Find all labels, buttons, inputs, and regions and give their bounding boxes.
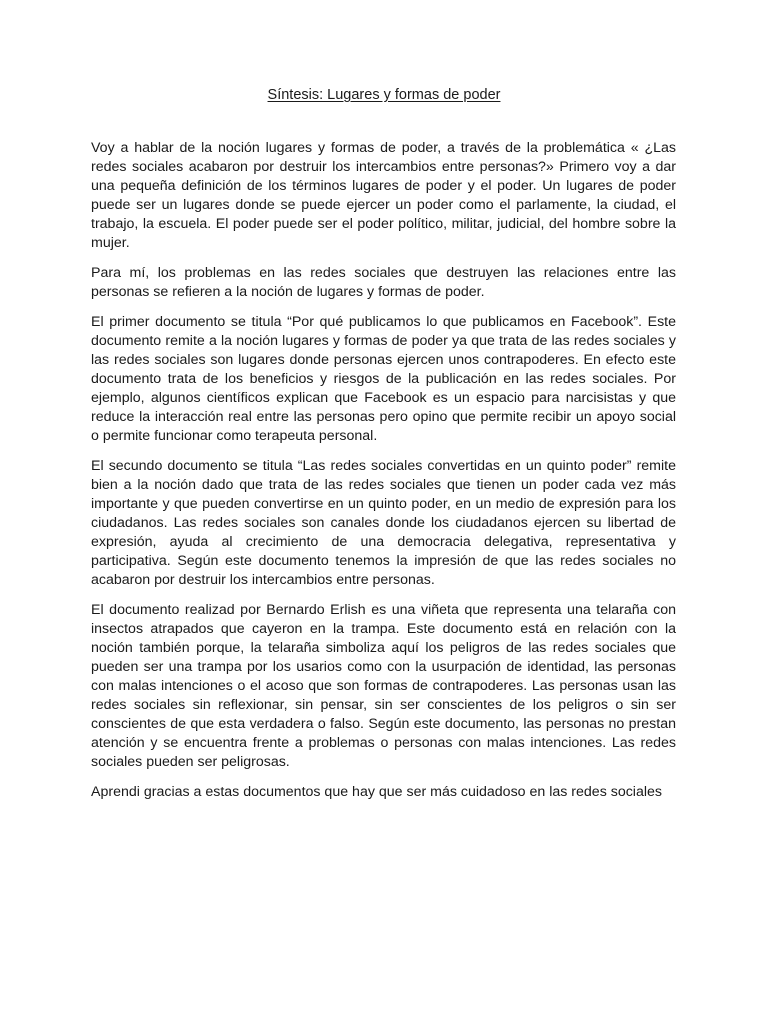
paragraph-conclusion: Aprendi gracias a estas documentos que hay que ser más cuidadoso en las redes sociales (91, 784, 662, 800)
document-title: Síntesis: Lugares y formas de poder (267, 87, 501, 103)
document-body (91, 139, 676, 813)
paragraph-second-document: El secundo documento se titula “Las redes sociales convertidas en un quinto poder” remite bien a la noción dado que trata de las redes sociales que tienen un poder cada vez más importante y que pueden convertirse en un quinto poder, en un medio de expresión para los ciudadanos. Las redes sociales son canales donde los ciudadanos ejercen su libertad de expresión, ayuda al crecimiento de una democracia delegativa, representativa y participativa. Según este documento tenemos la impresión de que las redes sociales no acabaron por destruir los intercambios entre personas. (91, 458, 676, 588)
paragraph-opinion: Para mí, los problemas en las redes sociales que destruyen las relaciones entre las personas se refieren a la noción de lugares y formas de poder. (91, 265, 676, 300)
paragraph-intro: Voy a hablar de la noción lugares y formas de poder, a través de la problemática « ¿Las redes sociales acabaron por destruir los intercambios entre personas?» Primero voy a dar una pequeña definición de los términos lugares de poder y el poder. Un lugares de poder puede ser un lugares donde se puede ejercer un poder como el parlamente, la ciudad, el trabajo, la escuela. El poder puede ser el poder político, militar, judicial, del hombre sobre la mujer. (91, 140, 676, 251)
paragraph-third-document: El documento realizad por Bernardo Erlish es una viñeta que representa una telaraña con insectos atrapados que cayeron en la trampa. Este documento está en relación con la noción también porque, la telaraña simboliza aquí los peligros de las redes sociales que pueden ser una trampa por los usarios como con la usurpación de identidad, las personas con malas intenciones o el acoso que son formas de contrapoderes. Las personas usan las redes sociales sin reflexionar, sin pensar, sin ser conscientes de los peligros o sin ser conscientes de que esta verdadera o falso. Según este documento, las personas no prestan atención y se encuentra frente a problemas o personas con malas intenciones. Las redes sociales pueden ser peligrosas. (91, 602, 676, 770)
paragraph-first-document: El primer documento se titula “Por qué publicamos lo que publicamos en Facebook”. Este documento remite a la noción lugares y formas de poder ya que trata de las redes sociales y las redes sociales son lugares donde personas ejercen unos contrapoderes. En efecto este documento trata de los beneficios y riesgos de la publicación en las redes sociales. Por ejemplo, algunos científicos explican que Facebook es un espacio para narcisistas y que reduce la interacción real entre las personas pero opino que permite recibir un apoyo social o permite funcionar como terapeuta personal. (91, 314, 676, 444)
